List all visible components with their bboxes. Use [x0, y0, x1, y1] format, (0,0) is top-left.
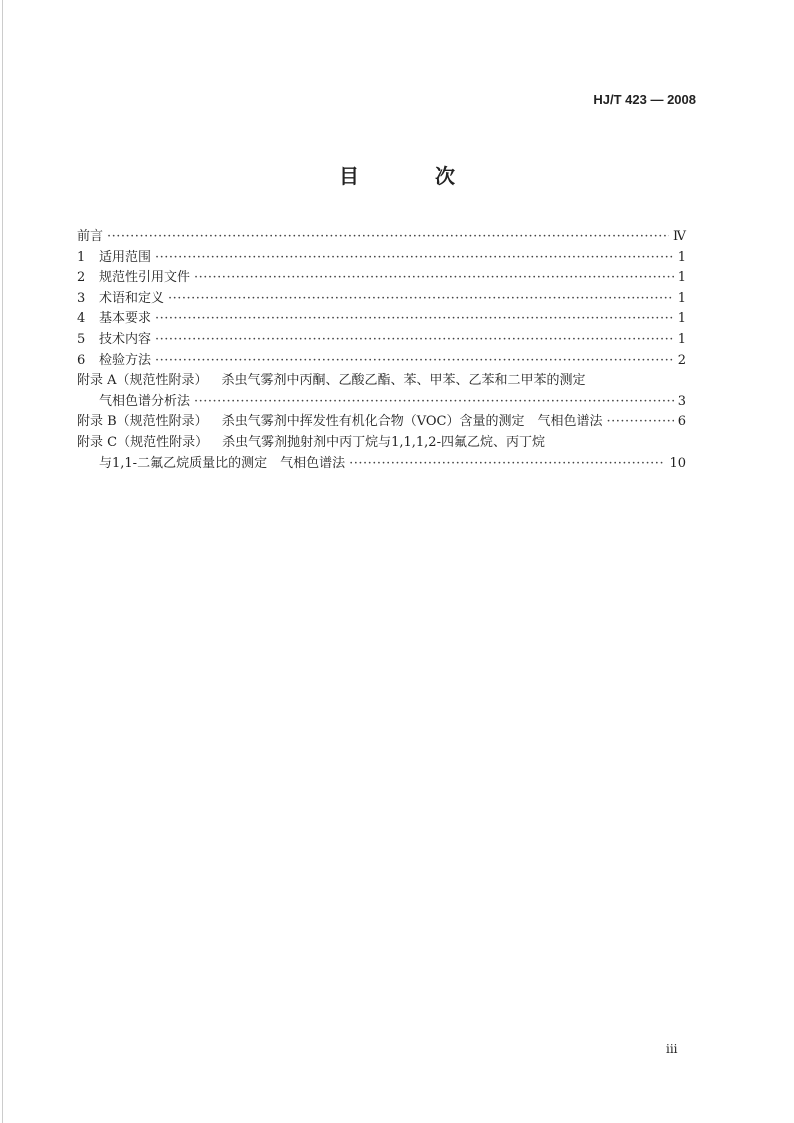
appendix-prefix: 附录 A（规范性附录） [77, 373, 208, 389]
toc-label: 与1,1-二氟乙烷质量比的测定 气相色谱法 [99, 455, 346, 471]
dot-leader [107, 227, 669, 248]
toc-label: 检验方法 [99, 352, 152, 368]
dot-leader [155, 351, 674, 372]
toc-entry-section[interactable] [77, 351, 686, 372]
appendix-prefix: 附录 B（规范性附录） [77, 414, 208, 430]
toc-entry-appendix-c-cont[interactable] [77, 454, 686, 475]
toc-entry-foreword[interactable] [77, 227, 686, 248]
toc-label: 适用范围 [99, 249, 152, 265]
toc-page: 6 [677, 414, 686, 430]
toc-entry-section[interactable] [77, 248, 686, 269]
dot-leader [168, 289, 674, 310]
dot-leader [155, 309, 674, 330]
toc-label: 技术内容 [99, 331, 152, 347]
toc-entry-appendix-a[interactable] [77, 371, 686, 392]
toc-page: 1 [677, 331, 686, 347]
dot-leader [155, 248, 674, 269]
page-number: iii [666, 1042, 678, 1056]
section-number: 2 [77, 270, 86, 286]
toc-label: 规范性引用文件 [99, 270, 191, 286]
dot-leader [155, 330, 674, 351]
section-number: 3 [77, 290, 86, 306]
toc-entry-appendix-a-cont[interactable] [77, 392, 686, 413]
toc-page: 1 [677, 270, 686, 286]
toc-page: 1 [677, 249, 686, 265]
appendix-prefix: 附录 C（规范性附录） [77, 434, 209, 450]
dot-leader [194, 392, 674, 413]
toc-entry-appendix-c[interactable] [77, 433, 686, 454]
table-of-contents [77, 227, 686, 474]
toc-label: 杀虫气雾剂抛射剂中丙丁烷与1,1,1,2-四氟乙烷、丙丁烷 [222, 434, 545, 450]
toc-page: 2 [677, 352, 686, 368]
toc-page: Ⅳ [673, 229, 686, 244]
section-number: 6 [77, 352, 86, 368]
toc-entry-section[interactable] [77, 268, 686, 289]
toc-entry-section[interactable] [77, 289, 686, 310]
toc-label: 气相色谱分析法 [99, 393, 191, 409]
toc-label: 杀虫气雾剂中挥发性有机化合物（VOC）含量的测定 气相色谱法 [221, 414, 603, 430]
toc-page: 1 [677, 311, 686, 327]
toc-page: 10 [669, 455, 686, 471]
toc-entry-appendix-b[interactable] [77, 412, 686, 433]
toc-page: 1 [677, 290, 686, 306]
dot-leader [606, 412, 673, 433]
toc-label: 前言 [77, 229, 104, 244]
toc-label: 杀虫气雾剂中丙酮、乙酸乙酯、苯、甲苯、乙苯和二甲苯的测定 [221, 373, 586, 389]
dot-leader [194, 268, 674, 289]
toc-label: 基本要求 [99, 311, 152, 327]
toc-label: 术语和定义 [99, 290, 165, 306]
section-number: 1 [77, 249, 86, 265]
section-number: 4 [77, 311, 86, 327]
page-title: 目 次 [339, 164, 483, 188]
toc-entry-section[interactable] [77, 330, 686, 351]
toc-entry-section[interactable] [77, 309, 686, 330]
standard-number: HJ/T 423 — 2008 [593, 92, 696, 107]
section-number: 5 [77, 331, 86, 347]
toc-page: 3 [677, 393, 686, 409]
dot-leader [349, 454, 665, 475]
